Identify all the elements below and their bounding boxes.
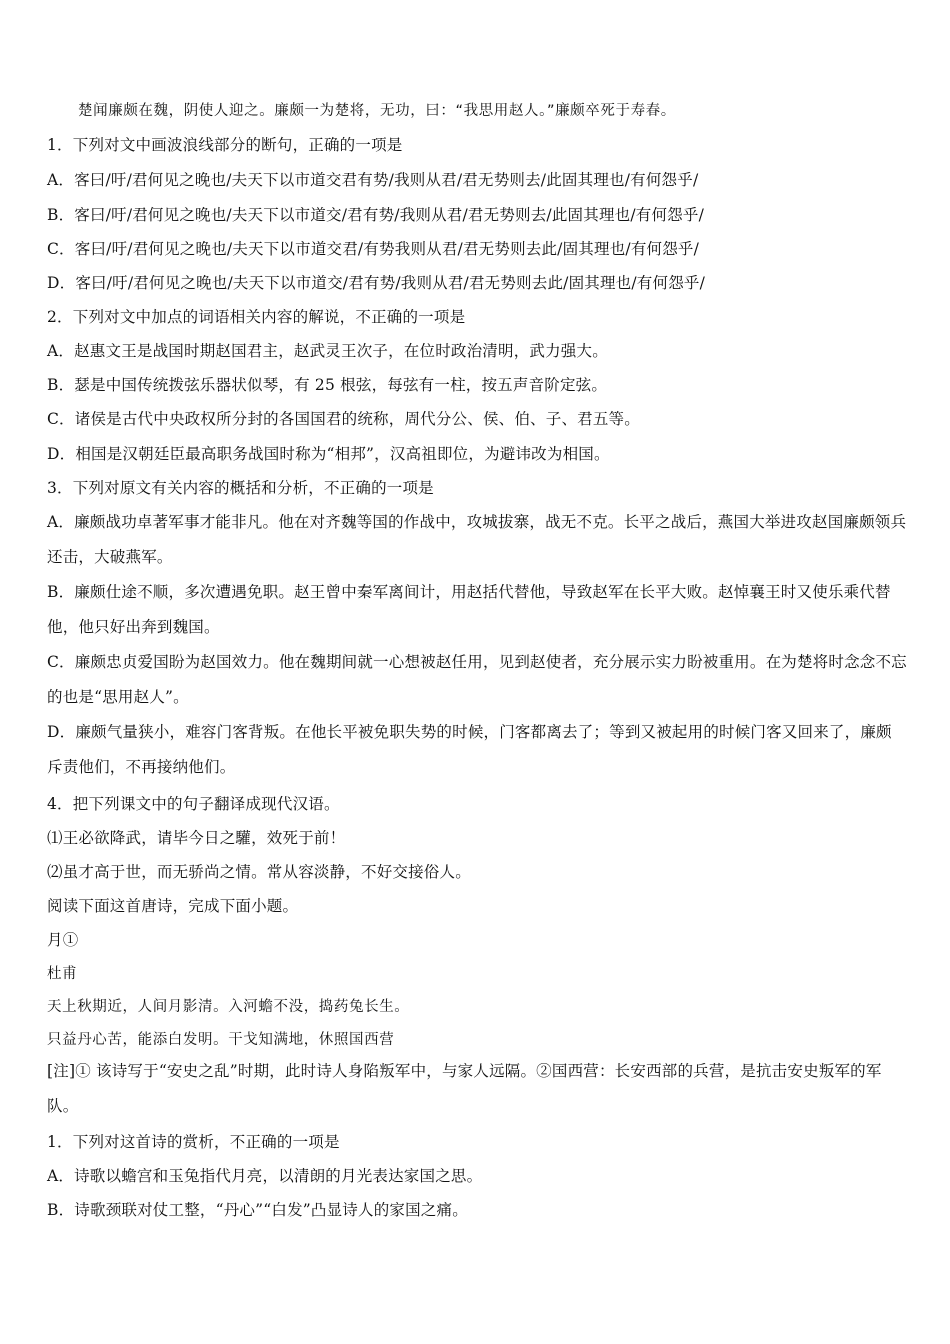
question-1-option-a: A．客曰/吁/君何见之晚也/夫天下以市道交君有势/我则从君/君无势则去/此固其理也/有何怨乎/	[47, 171, 699, 189]
poem-question-1-option-b: B．诗歌颈联对仗工整，“丹心”“白发”凸显诗人的家国之痛。	[47, 1201, 468, 1219]
question-2-option-d: D．相国是汉朝廷臣最高职务战国时称为“相邦”，汉高祖即位，为避讳改为相国。	[47, 445, 610, 463]
question-2-option-a: A．赵惠文王是战国时期赵国君主，赵武灵王次子，在位时政治清明，武力强大。	[47, 342, 608, 360]
question-3-option-a: A．廉颇战功卓著军事才能非凡。他在对齐魏等国的作战中，攻城拔寨，战无不克。长平之战后，燕国大举进攻赵国廉颇领兵还击，大破燕军。	[47, 513, 907, 566]
poem-note: [注]① 该诗写于“安史之乱”时期，此时诗人身陷叛军中，与家人远隔。②国西营：长安西部的兵营，是抗击安史叛军的军队。	[47, 1062, 882, 1115]
question-4-sentence-1: ⑴王必欲降武，请毕今日之驩，效死于前！	[47, 829, 346, 847]
question-1-option-c: C．客曰/吁/君何见之晚也/夫天下以市道交君/有势我则从君/君无势则去此/固其理也/有何怨乎/	[47, 240, 700, 258]
poem-line-2: 只益丹心苦，能添白发明。干戈知满地，休照国西营	[47, 1032, 395, 1048]
question-2-stem: 2．下列对文中加点的词语相关内容的解说，不正确的一项是	[47, 308, 466, 326]
question-3-option-b: B．廉颇仕途不顺，多次遭遇免职。赵王曾中秦军离间计，用赵括代替他，导致赵军在长平大败。赵悼襄王时又使乐乘代替他，他只好出奔到魏国。	[47, 583, 891, 636]
question-1-stem: 1．下列对文中画波浪线部分的断句，正确的一项是	[47, 136, 403, 154]
question-3-option-c: C．廉颇忠贞爱国盼为赵国效力。他在魏期间就一心想被赵任用，见到赵使者，充分展示实力盼被重用。在为楚将时念念不忘的也是“思用赵人”。	[47, 653, 907, 706]
question-2-option-c: C．诸侯是古代中央政权所分封的各国国君的统称，周代分公、侯、伯、子、君五等。	[47, 410, 640, 428]
poem-author: 杜甫	[47, 966, 78, 982]
question-4-stem: 4．把下列课文中的句子翻译成现代汉语。	[47, 795, 340, 813]
question-3-stem: 3．下列对原文有关内容的概括和分析，不正确的一项是	[47, 479, 434, 497]
question-2-option-b: B．瑟是中国传统拨弦乐器状似琴，有 25 根弦，每弦有一柱，按五声音阶定弦。	[47, 376, 608, 394]
question-1-option-b: B．客曰/吁/君何见之晚也/夫天下以市道交/君有势/我则从君/君无势则去/此固其理也/有何怨乎/	[47, 206, 704, 224]
poem-title: 月①	[47, 931, 79, 949]
question-3-option-d: D．廉颇气量狭小，难容门客背叛。在他长平被免职失势的时候，门客都离去了；等到又被起用的时候门客又回来了，廉颇斥责他们，不再接纳他们。	[47, 723, 892, 776]
question-4-sentence-2: ⑵虽才高于世，而无骄尚之情。常从容淡静，不好交接俗人。	[47, 863, 471, 881]
question-1-option-d: D．客曰/吁/君何见之晚也/夫天下以市道交/君有势/我则从君/君无势则去此/固其理也/有何怨乎/	[47, 274, 706, 292]
poem-question-1-stem: 1．下列对这首诗的赏析，不正确的一项是	[47, 1133, 340, 1151]
poem-intro: 阅读下面这首唐诗，完成下面小题。	[47, 897, 299, 915]
poem-line-1: 天上秋期近，人间月影清。入河蟾不没，捣药兔长生。	[47, 999, 410, 1015]
poem-question-1-option-a: A．诗歌以蟾宫和玉兔指代月亮，以清朗的月光表达家国之思。	[47, 1167, 483, 1185]
passage-last-line: 楚闻廉颇在魏，阴使人迎之。廉颇一为楚将，无功，曰：“我思用赵人。”廉颇卒死于寿春。	[78, 103, 676, 119]
